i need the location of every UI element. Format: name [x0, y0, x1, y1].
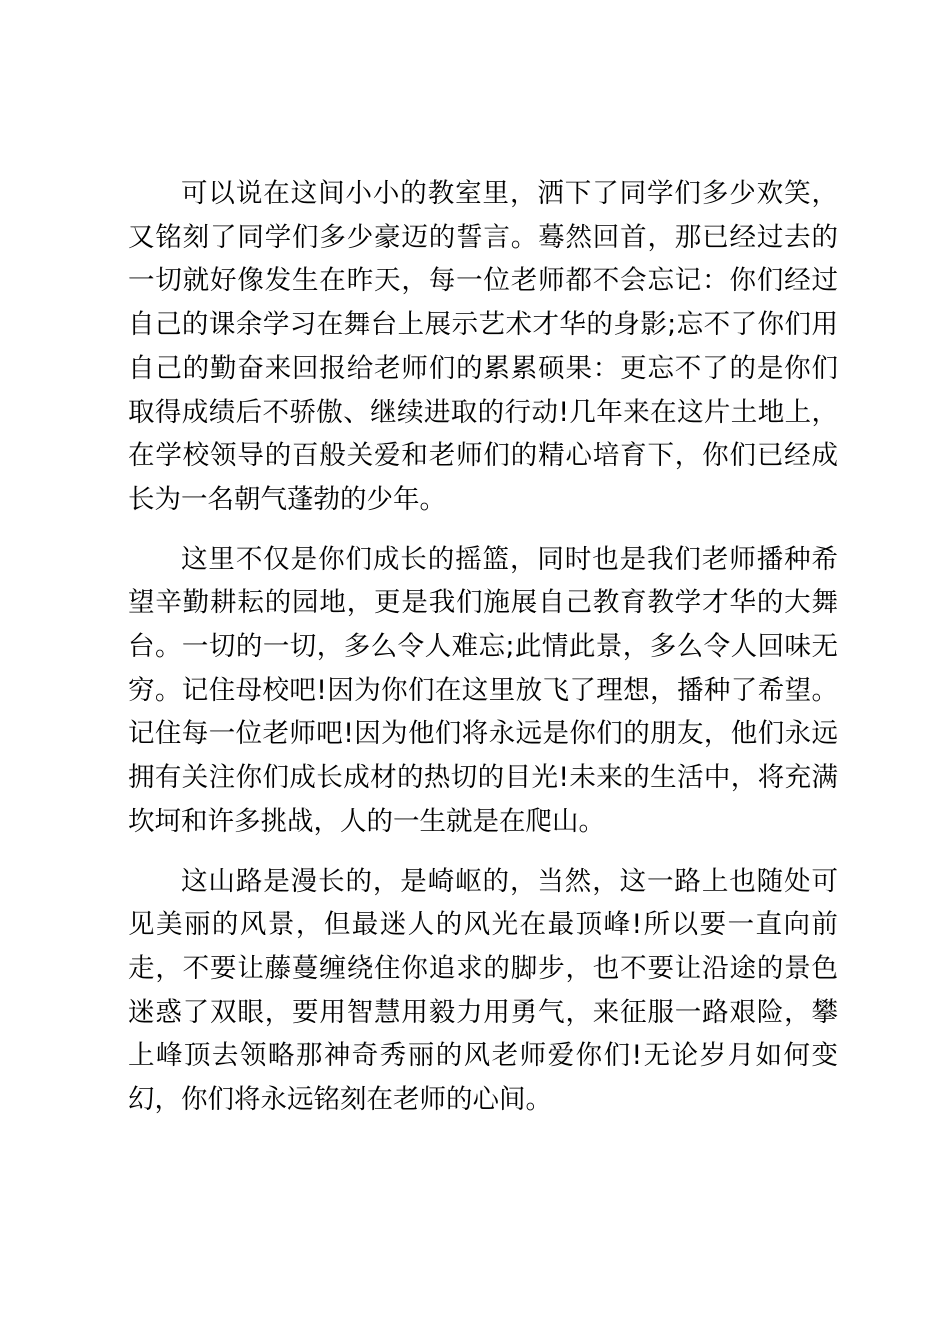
paragraph-3: 这山路是漫长的，是崎岖的，当然，这一路上也随处可见美丽的风景，但最迷人的风光在最顶峰!所以要一直向前走，不要让藤蔓缠绕住你追求的脚步，也不要让沿途的景色迷惑了双眼，要用智慧用毅力用勇气，来征服一路艰险，攀上峰顶去领略那神奇秀丽的风老师爱你们!无论岁月如何变幻，你们将永远铭刻在老师的心间。	[128, 865, 838, 1116]
paragraph-2: 这里不仅是你们成长的摇篮，同时也是我们老师播种希望辛勤耕耘的园地，更是我们施展自己教育教学才华的大舞台。一切的一切，多么令人难忘;此情此景，多么令人回味无穷。记住母校吧!因为你们在这里放飞了理想，播种了希望。记住每一位老师吧!因为他们将永远是你们的朋友，他们永远拥有关注你们成长成材的热切的目光!未来的生活中，将充满坎坷和许多挑战，人的一生就是在爬山。	[128, 543, 838, 837]
paragraph-1: 可以说在这间小小的教室里，洒下了同学们多少欢笑，又铭刻了同学们多少豪迈的誓言。蓦然回首，那已经过去的一切就好像发生在昨天，每一位老师都不会忘记：你们经过自己的课余学习在舞台上展示艺术才华的身影;忘不了你们用自己的勤奋来回报给老师们的累累硕果：更忘不了的是你们取得成绩后不骄傲、继续进取的行动!几年来在这片土地上，在学校领导的百般关爱和老师们的精心培育下，你们已经成长为一名朝气蓬勃的少年。	[128, 178, 838, 515]
document-body	[128, 172, 838, 1122]
